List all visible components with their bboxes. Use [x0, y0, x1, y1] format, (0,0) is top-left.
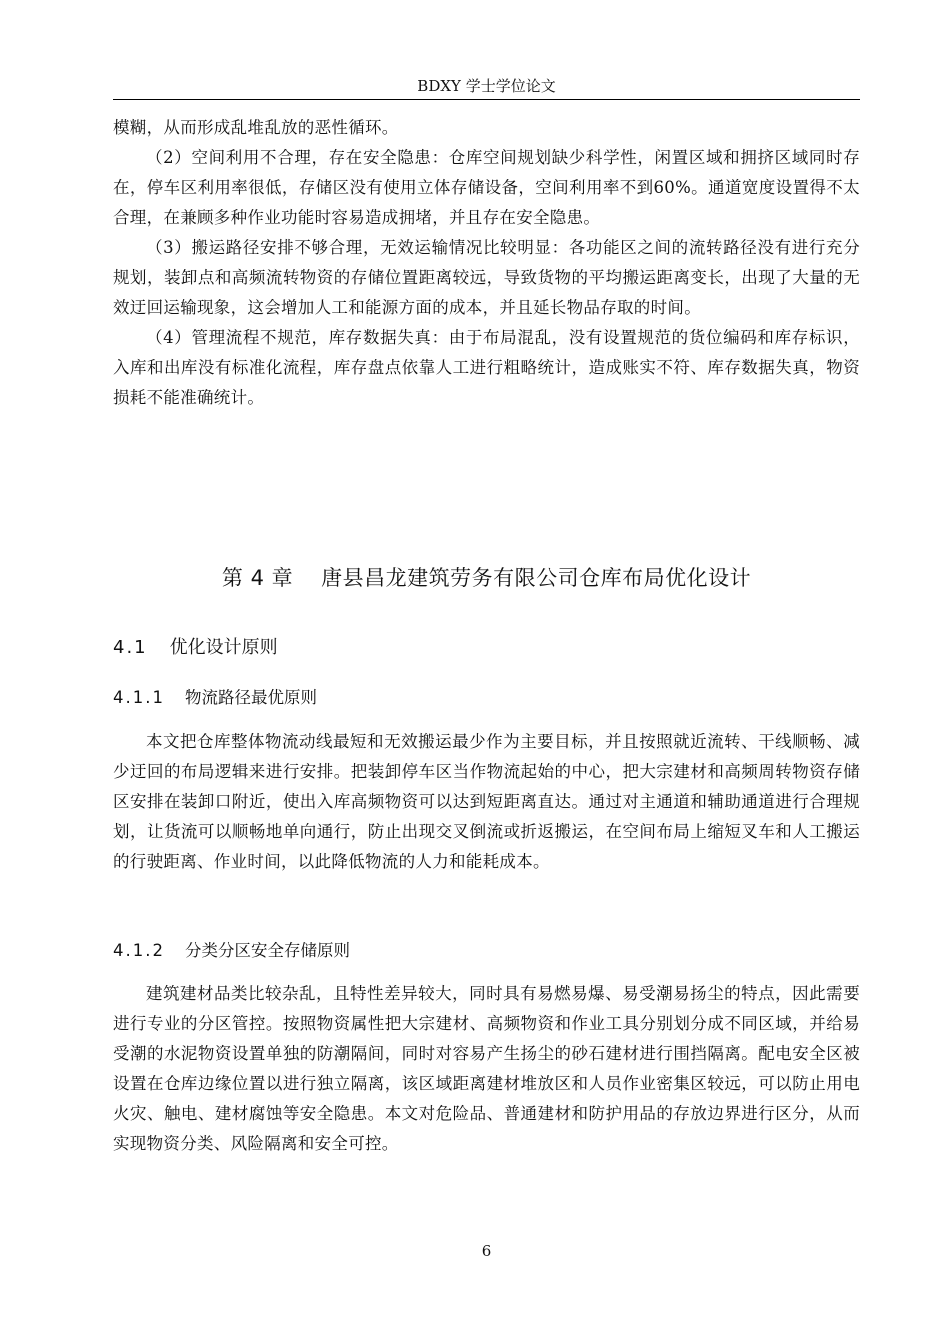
- subsection-heading-4-1-1: [113, 686, 317, 710]
- chapter-number: 第 4 章: [221, 566, 294, 590]
- paragraph: 本文把仓库整体物流动线最短和无效搬运最少作为主要目标，并且按照就近流转、干线顺畅、减少迂回的布局逻辑来进行安排。把装卸停车区当作物流起始的中心，把大宗建材和高频周转物资存储区安排在装卸口附近，使出入库高频物资可以达到短距离直达。通过对主通道和辅助通道进行合理规划，让货流可以顺畅地单向通行，防止出现交叉倒流或折返搬运，在空间布局上缩短叉车和人工搬运的行驶距离、作业时间，以此降低物流的人力和能耗成本。: [113, 732, 860, 871]
- section-number: 4.1: [113, 637, 148, 658]
- page-number: 6: [481, 1242, 492, 1260]
- chapter-heading: [113, 562, 860, 594]
- subsection-number: 4.1.2: [113, 941, 165, 960]
- header-rule: [113, 99, 860, 100]
- paragraph-item-2: （2）空间利用不合理，存在安全隐患：仓库空间规划缺少科学性，闲置区域和拥挤区域同时存在，停车区利用率很低，存储区没有使用立体存储设备，空间利用率不到60%。通道宽度设置得不太合理，在兼顾多种作业功能时容易造成拥堵，并且存在安全隐患。: [113, 148, 860, 227]
- paragraph-item-4: （4）管理流程不规范，库存数据失真：由于布局混乱，没有设置规范的货位编码和库存标识，入库和出库没有标准化流程，库存盘点依靠人工进行粗略统计，造成账实不符、库存数据失真，物资损耗不能准确统计。: [113, 328, 860, 407]
- section-4-1-2-text: [113, 979, 860, 1159]
- chapter-title: 唐县昌龙建筑劳务有限公司仓库布局优化设计: [321, 566, 752, 590]
- section-heading-4-1: [113, 635, 278, 661]
- section-4-1-1-text: [113, 727, 860, 877]
- paragraph-item-3: （3）搬运路径安排不够合理，无效运输情况比较明显：各功能区之间的流转路径没有进行充分规划，装卸点和高频流转物资的存储位置距离较远，导致货物的平均搬运距离变长，出现了大量的无效迂回运输现象，这会增加人工和能源方面的成本，并且延长物品存取的时间。: [113, 238, 860, 317]
- intro-text: [113, 113, 860, 413]
- section-title: 优化设计原则: [169, 637, 278, 658]
- paragraph-continued: 模糊，从而形成乱堆乱放的恶性循环。: [113, 118, 399, 137]
- paragraph: 建筑建材品类比较杂乱，且特性差异较大，同时具有易燃易爆、易受潮易扬尘的特点，因此需要进行专业的分区管控。按照物资属性把大宗建材、高频物资和作业工具分别划分成不同区域，并给易受潮的水泥物资设置单独的防潮隔间，同时对容易产生扬尘的砂石建材进行围挡隔离。配电安全区被设置在仓库边缘位置以进行独立隔离，该区域距离建材堆放区和人员作业密集区较远，可以防止用电火灾、触电、建材腐蚀等安全隐患。本文对危险品、普通建材和防护用品的存放边界进行区分，从而实现物资分类、风险隔离和安全可控。: [113, 984, 860, 1153]
- subsection-heading-4-1-2: [113, 939, 350, 963]
- subsection-title: 物流路径最优原则: [184, 688, 317, 707]
- subsection-number: 4.1.1: [113, 688, 165, 707]
- running-header: BDXY 学士学位论文: [417, 77, 556, 95]
- subsection-title: 分类分区安全存储原则: [184, 941, 350, 960]
